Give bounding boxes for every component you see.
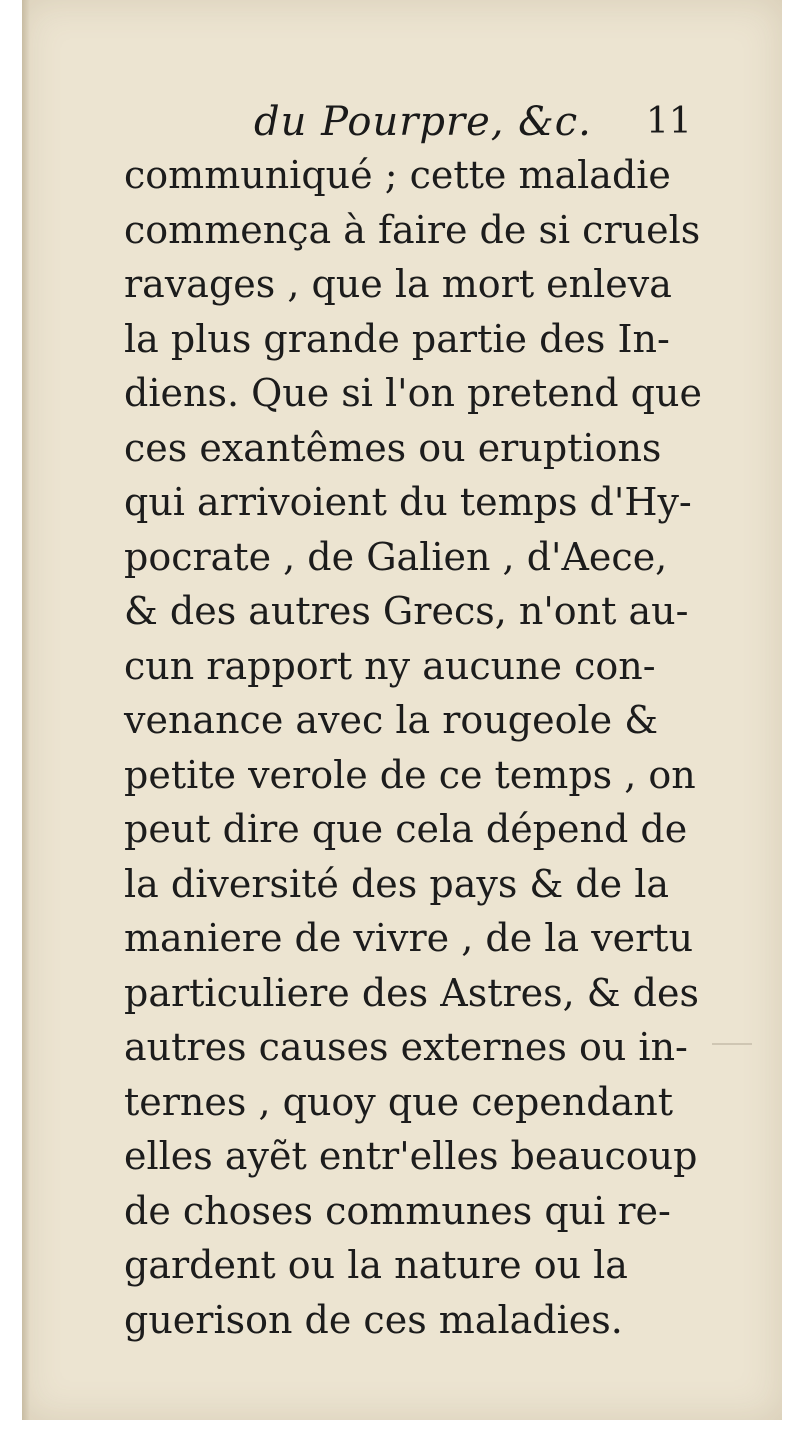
text-line: ravages , que la mort enleva (124, 262, 672, 306)
running-head-title: du Pourpre, &c. (254, 99, 592, 145)
text-line: maniere de vivre , de la vertu (124, 916, 694, 960)
text-line: peut dire que cela dépend de (124, 807, 688, 851)
text-line: guerison de ces maladies. (124, 1297, 623, 1342)
text-line: & des autres Grecs, n'ont au- (124, 589, 689, 633)
margin-rule-mark (712, 1043, 752, 1045)
text-line: petite verole de ce temps , on (124, 752, 696, 797)
body-text (124, 148, 724, 1347)
text-line: la plus grande partie des In- (124, 316, 670, 361)
text-line: autres causes externes ou in- (124, 1025, 688, 1069)
text-line: commença à faire de si cruels (124, 207, 701, 252)
text-line: elles ayẽt entr'elles beaucoup (124, 1134, 698, 1178)
text-line: cun rapport ny aucune con- (124, 643, 656, 688)
page-number: 11 (646, 101, 692, 142)
text-line: ces exantêmes ou eruptions (124, 425, 662, 470)
text-line: la diversité des pays & de la (124, 861, 670, 906)
text-line: venance avec la rougeole & (124, 698, 659, 742)
text-line: gardent ou la nature ou la (124, 1243, 628, 1287)
book-page (22, 0, 782, 1420)
text-line: particuliere des Astres, & des (124, 970, 699, 1015)
text-line: communiqué ; cette maladie (124, 153, 671, 197)
page-gutter-edge (22, 0, 30, 1420)
text-line: diens. Que si l'on pretend que (124, 371, 702, 415)
running-head (22, 96, 782, 148)
text-line: ternes , quoy que cependant (124, 1079, 673, 1124)
text-line: qui arrivoient du temps d'Hy- (124, 480, 692, 524)
text-line: pocrate , de Galien , d'Aece, (124, 534, 668, 579)
text-line: de choses communes qui re- (124, 1188, 671, 1233)
